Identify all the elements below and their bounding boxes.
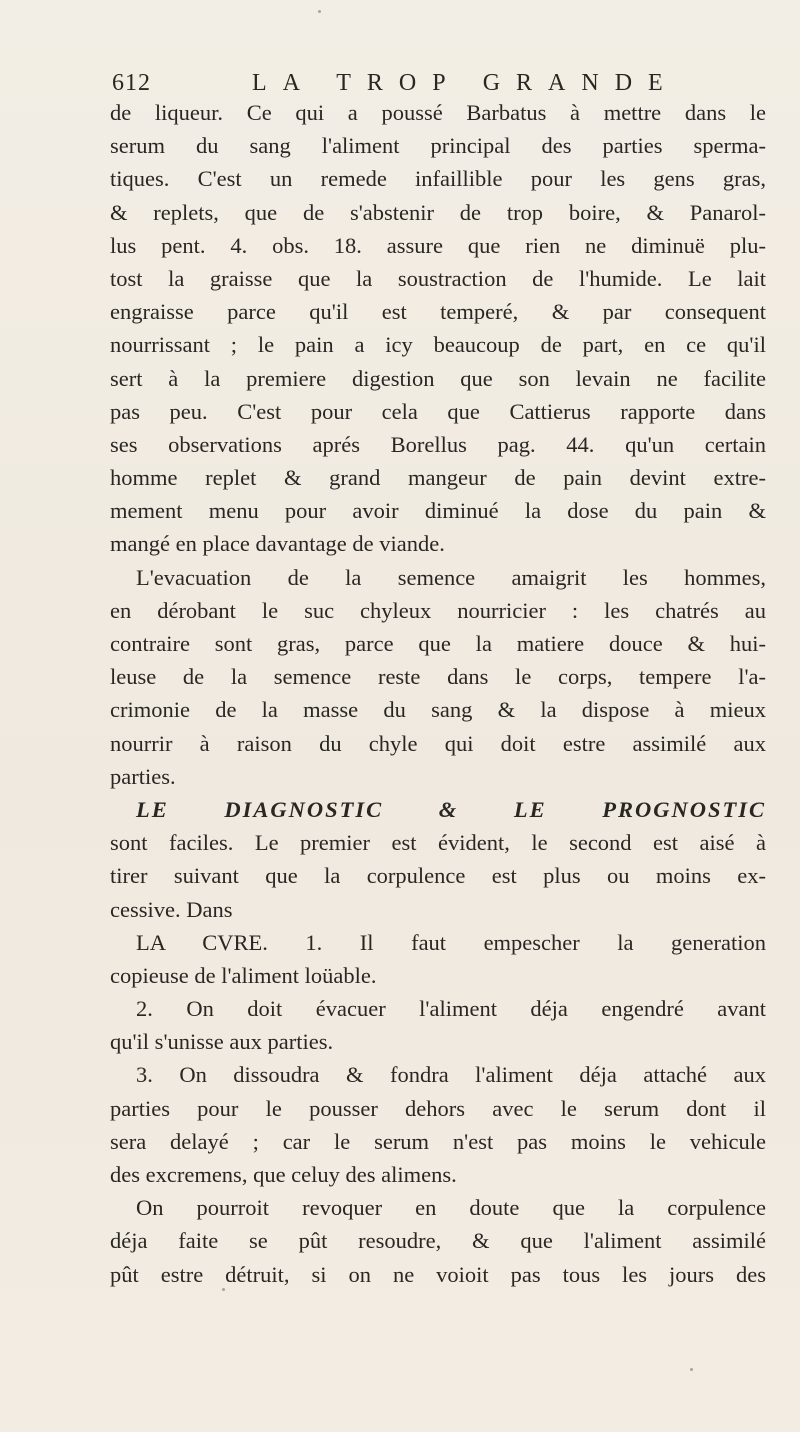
paper-fleck [222, 1288, 225, 1291]
text-line: sert à la premiere digestion que son levain ne facilite [110, 365, 766, 391]
text-line: ses observations aprés Borellus pag. 44. qu'un certain [110, 431, 766, 457]
paper-fleck [318, 10, 321, 13]
text-line: On pourroit revoquer en doute que la corpulence [136, 1195, 766, 1221]
text-line: tirer suivant que la corpulence est plus ou moins ex- [110, 863, 766, 889]
section-heading-line: LA CVRE. 1. Il faut empescher la generation [136, 929, 766, 955]
text-line: de liqueur. Ce qui a poussé Barbatus à mettre dans le [110, 100, 766, 125]
section-heading: LE DIAGNOSTIC & LE PROGNOSTIC [136, 796, 766, 822]
text-line: & replets, que de s'abstenir de trop boire, & Panarol- [110, 199, 766, 225]
text-line: des excremens, que celuy des alimens. [110, 1162, 457, 1187]
text-line: 3. On dissoudra & fondra l'aliment déja attaché aux [136, 1062, 766, 1088]
text-line: nourrissant ; le pain a icy beaucoup de part, en ce qu'il [110, 332, 766, 358]
text-line: cessive. Dans [110, 896, 233, 922]
page-number: 612 [112, 70, 151, 96]
text-line: parties. [110, 763, 176, 789]
text-line: parties pour le pousser dehors avec le serum dont il [110, 1095, 766, 1121]
text-line: nourrir à raison du chyle qui doit estre assimilé aux [110, 730, 766, 756]
text-line: 2. On doit évacuer l'aliment déja engendré avant [136, 996, 766, 1022]
text-line: qu'il s'unisse aux parties. [110, 1029, 334, 1055]
text-line: mement menu pour avoir diminué la dose du pain & [110, 498, 766, 524]
text-line: déja faite se pût resoudre, & que l'aliment assimilé [110, 1228, 766, 1254]
body-text [110, 96, 766, 1291]
text-line: sera delayé ; car le serum n'est pas moins le vehicule [110, 1128, 766, 1154]
text-line: mangé en place davantage de viande. [110, 531, 445, 557]
text-line: lus pent. 4. obs. 18. assure que rien ne diminuë plu- [110, 232, 766, 258]
text-line: tost la graisse que la soustraction de l'humide. Le lait [110, 265, 766, 291]
text-line: pas peu. C'est pour cela que Cattierus rapporte dans [110, 398, 766, 424]
text-line: homme replet & grand mangeur de pain devint extre- [110, 465, 766, 491]
text-line: engraisse parce qu'il est temperé, & par consequent [110, 299, 766, 325]
text-line: leuse de la semence reste dans le corps, tempere l'a- [110, 664, 766, 690]
text-line: sont faciles. Le premier est évident, le second est aisé à [110, 830, 766, 856]
running-head: LA TROP GRANDE [252, 70, 679, 96]
text-line: contraire sont gras, parce que la matiere douce & hui- [110, 631, 766, 656]
text-line: L'evacuation de la semence amaigrit les hommes, [136, 564, 766, 590]
text-line: crimonie de la masse du sang & la dispose à mieux [110, 697, 766, 723]
text-line: copieuse de l'aliment loüable. [110, 962, 377, 988]
text-line: pût estre détruit, si on ne voioit pas tous les jours des [110, 1261, 766, 1287]
text-line: serum du sang l'aliment principal des parties sperma- [110, 133, 766, 159]
text-line: tiques. C'est un remede infaillible pour les gens gras, [110, 166, 766, 192]
text-line: en dérobant le suc chyleux nourricier : les chatrés au [110, 597, 766, 623]
paper-fleck [690, 1368, 693, 1371]
